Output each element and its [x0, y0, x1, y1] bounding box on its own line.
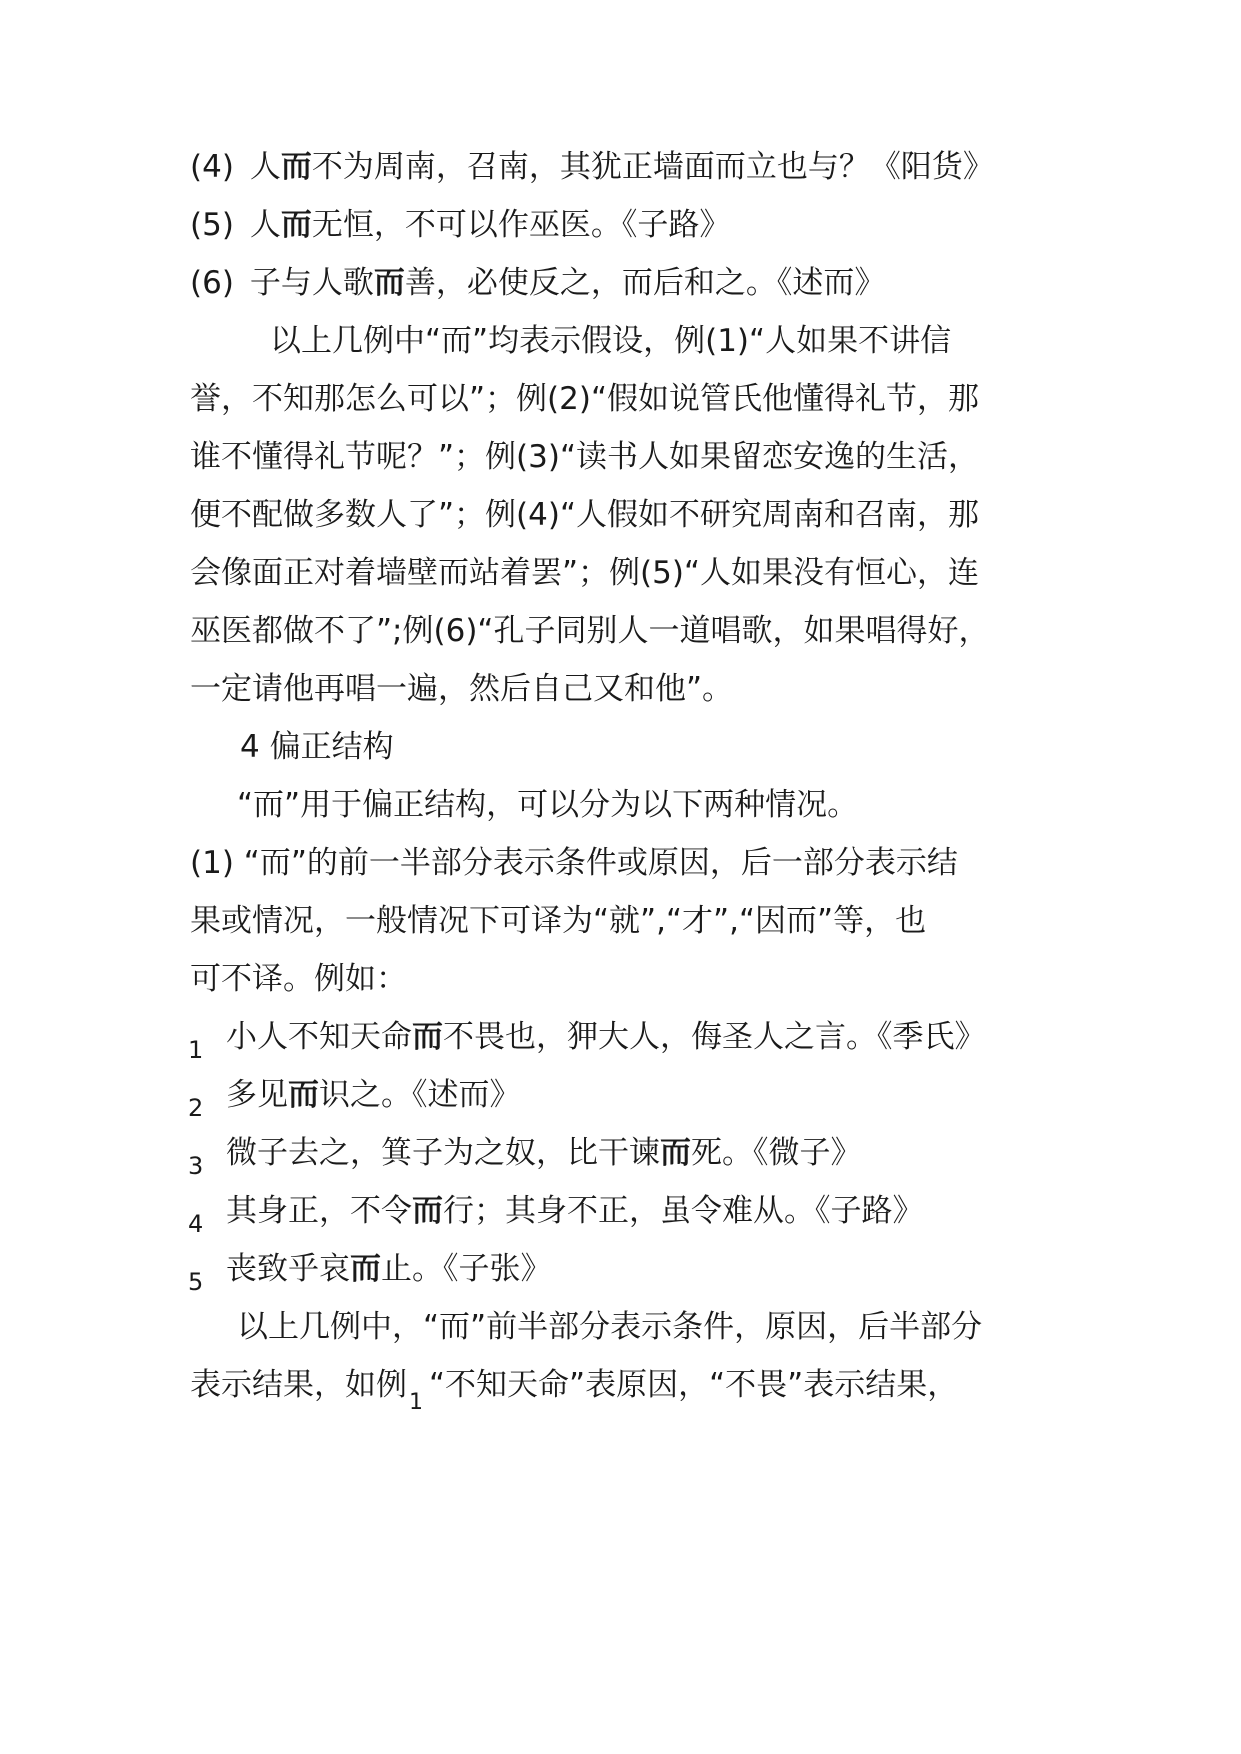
example-number: (6) [190, 265, 234, 301]
example-pre: 人 [249, 149, 281, 185]
example-number: (4) [190, 149, 234, 185]
example-post: 不为周南，召南，其犹正墙面而立也与？《阳货》 [311, 149, 994, 185]
paragraph-line: 果或情况，一般情况下可译为“就”,“才”,“因而”等，也 [190, 903, 927, 939]
example-post: 识之。《述而》 [319, 1077, 521, 1113]
example-marker: 3 [188, 1152, 204, 1180]
example-keyword: 而 [280, 207, 312, 243]
example-keyword: 而 [412, 1019, 443, 1055]
example-item-4 [226, 1191, 924, 1231]
example-line-6 [190, 263, 1070, 303]
final-post: “不知天命”表原因，“不畏”表示结果， [429, 1367, 959, 1403]
example-number: (5) [190, 207, 234, 243]
example-post: 无恒，不可以作巫医。《子路》 [311, 207, 731, 243]
example-line-5 [190, 205, 1070, 245]
example-marker: 1 [188, 1036, 204, 1064]
example-post: 止。《子张》 [381, 1251, 552, 1287]
paragraph-line: (1) “而”的前一半部分表示条件或原因，后一部分表示结 [190, 845, 958, 881]
paragraph-line: 便不配做多数人了”；例(4)“人假如不研究周南和召南，那 [190, 497, 980, 533]
example-keyword: 而 [288, 1077, 319, 1113]
example-keyword: 而 [660, 1135, 691, 1171]
example-item-2 [226, 1075, 521, 1115]
example-post: 行；其身不正，虽令难从。《子路》 [443, 1193, 924, 1229]
section-intro: “而”用于偏正结构，可以分为以下两种情况。 [237, 787, 859, 823]
paragraph-line: 一定请他再唱一遍，然后自己又和他”。 [190, 671, 734, 707]
example-reference-marker: 1 [409, 1390, 423, 1415]
paragraph-line: 巫医都做不了”;例(6)“孔子同别人一道唱歌，如果唱得好， [190, 613, 990, 649]
example-post: 死。《微子》 [691, 1135, 862, 1171]
example-keyword: 而 [412, 1193, 443, 1229]
paragraph-line: 誉，不知那怎么可以”；例(2)“假如说管氏他懂得礼节，那 [190, 381, 980, 417]
paragraph-line: 会像面正对着墙壁而站着罢”；例(5)“人如果没有恒心，连 [190, 555, 980, 591]
example-marker: 5 [188, 1268, 204, 1296]
final-pre: 表示结果，如例 [190, 1367, 407, 1403]
example-pre: 其身正，不令 [226, 1193, 412, 1229]
example-item-3 [226, 1133, 862, 1173]
example-post: 不畏也，狎大人，侮圣人之言。《季氏》 [443, 1019, 986, 1055]
example-pre: 人 [249, 207, 281, 243]
example-pre: 微子去之，箕子为之奴，比干谏 [226, 1135, 660, 1171]
example-keyword: 而 [350, 1251, 381, 1287]
example-line-4 [190, 147, 1070, 187]
example-item-1 [226, 1017, 986, 1057]
example-marker: 2 [188, 1094, 204, 1122]
example-pre: 小人不知天命 [226, 1019, 412, 1055]
paragraph-line: 以上几例中，“而”前半部分表示条件，原因，后半部分 [237, 1309, 983, 1345]
section-heading: 4 偏正结构 [240, 729, 394, 765]
example-pre: 子与人歌 [249, 265, 374, 301]
example-item-5 [226, 1249, 552, 1289]
paragraph-line: 谁不懂得礼节呢？”；例(3)“读书人如果留恋安逸的生活， [190, 439, 980, 475]
example-pre: 多见 [226, 1077, 288, 1113]
paragraph-line: 以上几例中“而”均表示假设，例(1)“人如果不讲信 [270, 323, 952, 359]
example-keyword: 而 [373, 265, 405, 301]
example-post: 善，必使反之，而后和之。《述而》 [404, 265, 886, 301]
example-keyword: 而 [280, 149, 312, 185]
example-pre: 丧致乎哀 [226, 1251, 350, 1287]
example-marker: 4 [188, 1210, 204, 1238]
paragraph-line: 可不译。例如： [190, 961, 407, 997]
paragraph-line-final [190, 1365, 1070, 1423]
